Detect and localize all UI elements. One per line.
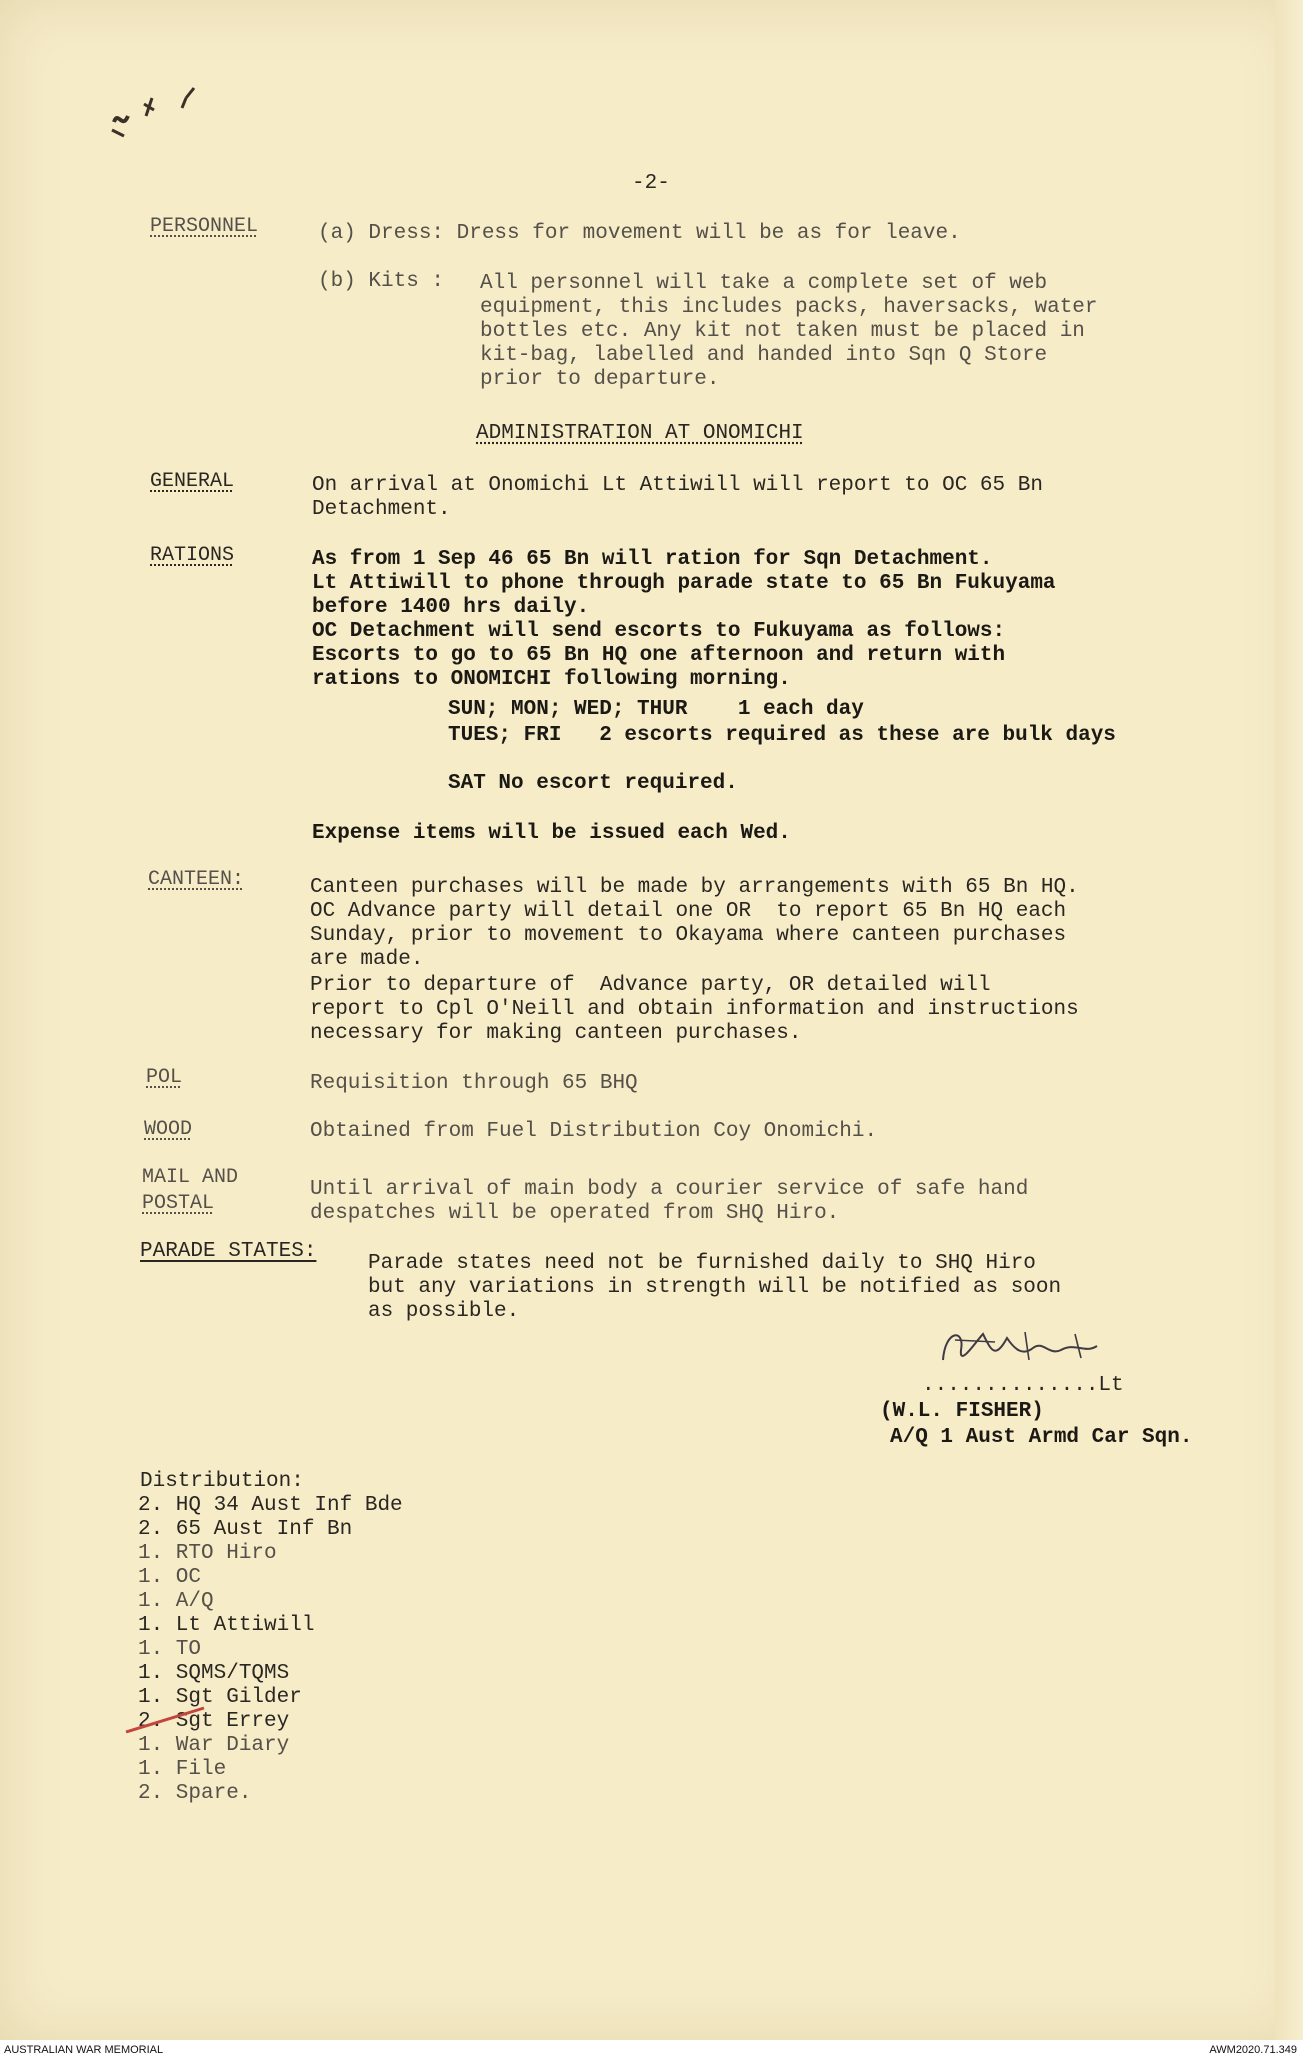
mail-label: MAIL AND <box>142 1166 239 1189</box>
rations-line: rations to ONOMICHI following morning. <box>312 668 791 691</box>
canteen-line: Sunday, prior to movement to Okayama where canteen purchases <box>310 924 1067 947</box>
kits-line: prior to departure. <box>480 368 720 391</box>
personnel-label: PERSONNEL <box>150 215 259 238</box>
rations-line: As from 1 Sep 46 65 Bn will ration for Sqn Detachment. <box>312 548 993 571</box>
paper-edge <box>1275 0 1303 2040</box>
rations-label: RATIONS <box>150 544 235 567</box>
rations-line: Lt Attiwill to phone through parade state to 65 Bn Fukuyama <box>312 572 1056 595</box>
red-pencil-mark <box>122 1700 212 1740</box>
signatory-name: (W.L. FISHER) <box>880 1400 1044 1423</box>
rations-sat: SAT No escort required. <box>448 772 738 795</box>
admin-heading: ADMINISTRATION AT ONOMICHI <box>476 422 804 445</box>
mail-line: Until arrival of main body a courier service of safe hand <box>310 1178 1029 1201</box>
parade-line: but any variations in strength will be notified as soon <box>368 1276 1062 1299</box>
rations-line: Escorts to go to 65 Bn HQ one afternoon and return with <box>312 644 1006 667</box>
wood-label: WOOD <box>144 1118 193 1141</box>
canteen-line: necessary for making canteen purchases. <box>310 1022 802 1045</box>
distribution-item: 1. RTO Hiro <box>138 1542 277 1565</box>
staple-marks <box>100 80 210 150</box>
distribution-item: 1. Sgt Gilder <box>138 1686 302 1709</box>
rations-expense: Expense items will be issued each Wed. <box>312 822 791 845</box>
distribution-item: 1. War Diary <box>138 1734 290 1757</box>
kits-line: equipment, this includes packs, haversacks, water <box>480 296 1098 319</box>
pol-label: POL <box>146 1066 183 1089</box>
distribution-item: 1. File <box>138 1758 227 1781</box>
canteen-line: Canteen purchases will be made by arrangements with 65 Bn HQ. <box>310 876 1079 899</box>
rations-schedule: SUN; MON; WED; THUR 1 each day <box>448 698 864 721</box>
handwritten-signature <box>925 1320 1145 1380</box>
rations-schedule: TUES; FRI 2 escorts required as these are bulk days <box>448 724 1116 747</box>
pol-text: Requisition through 65 BHQ <box>310 1072 638 1095</box>
distribution-heading: Distribution: <box>140 1470 304 1493</box>
kits-line: bottles etc. Any kit not taken must be placed in <box>480 320 1085 343</box>
footer-institution: AUSTRALIAN WAR MEMORIAL <box>4 2044 164 2056</box>
mail-line: despatches will be operated from SHQ Hiro. <box>310 1202 840 1225</box>
signatory-title: A/Q 1 Aust Armd Car Sqn. <box>890 1426 1193 1449</box>
personnel-kits-label: (b) Kits : <box>318 270 445 293</box>
distribution-item: 1. OC <box>138 1566 202 1589</box>
distribution-item: 1. SQMS/TQMS <box>138 1662 290 1685</box>
postal-label: POSTAL <box>142 1192 215 1215</box>
wood-text: Obtained from Fuel Distribution Coy Onomichi. <box>310 1120 878 1143</box>
kits-line: kit-bag, labelled and handed into Sqn Q Store <box>480 344 1048 367</box>
canteen-line: are made. <box>310 948 424 971</box>
canteen-line: Prior to departure of Advance party, OR detailed will <box>310 974 991 997</box>
canteen-label: CANTEEN: <box>148 868 245 891</box>
distribution-item: 2. Spare. <box>138 1782 252 1805</box>
personnel-dress: (a) Dress: Dress for movement will be as for leave. <box>318 222 961 245</box>
distribution-item: 1. TO <box>138 1638 202 1661</box>
canteen-line: OC Advance party will detail one OR to report 65 Bn HQ each <box>310 900 1067 923</box>
distribution-item: 2. 65 Aust Inf Bn <box>138 1518 353 1541</box>
general-label: GENERAL <box>150 470 235 493</box>
distribution-item: 1. A/Q <box>138 1590 214 1613</box>
page-number: -2- <box>632 172 670 195</box>
parade-line: Parade states need not be furnished daily to SHQ Hiro <box>368 1252 1036 1275</box>
parade-line: as possible. <box>368 1300 520 1323</box>
canteen-line: report to Cpl O'Neill and obtain information and instructions <box>310 998 1079 1021</box>
rations-line: OC Detachment will send escorts to Fukuyama as follows: <box>312 620 1006 643</box>
parade-label: PARADE STATES: <box>140 1240 317 1263</box>
general-line: On arrival at Onomichi Lt Attiwill will report to OC 65 Bn <box>312 474 1043 497</box>
distribution-item: 2. Sgt Errey <box>138 1710 290 1733</box>
general-line: Detachment. <box>312 498 451 521</box>
signature-dotted-line: ..............Lt <box>922 1374 1124 1397</box>
distribution-item: 2. HQ 34 Aust Inf Bde <box>138 1494 403 1517</box>
kits-line: All personnel will take a complete set of web <box>480 272 1048 295</box>
rations-line: before 1400 hrs daily. <box>312 596 590 619</box>
footer-accession-number: AWM2020.71.349 <box>1209 2044 1297 2056</box>
archive-footer <box>0 2040 1303 2061</box>
distribution-item: 1. Lt Attiwill <box>138 1614 315 1637</box>
